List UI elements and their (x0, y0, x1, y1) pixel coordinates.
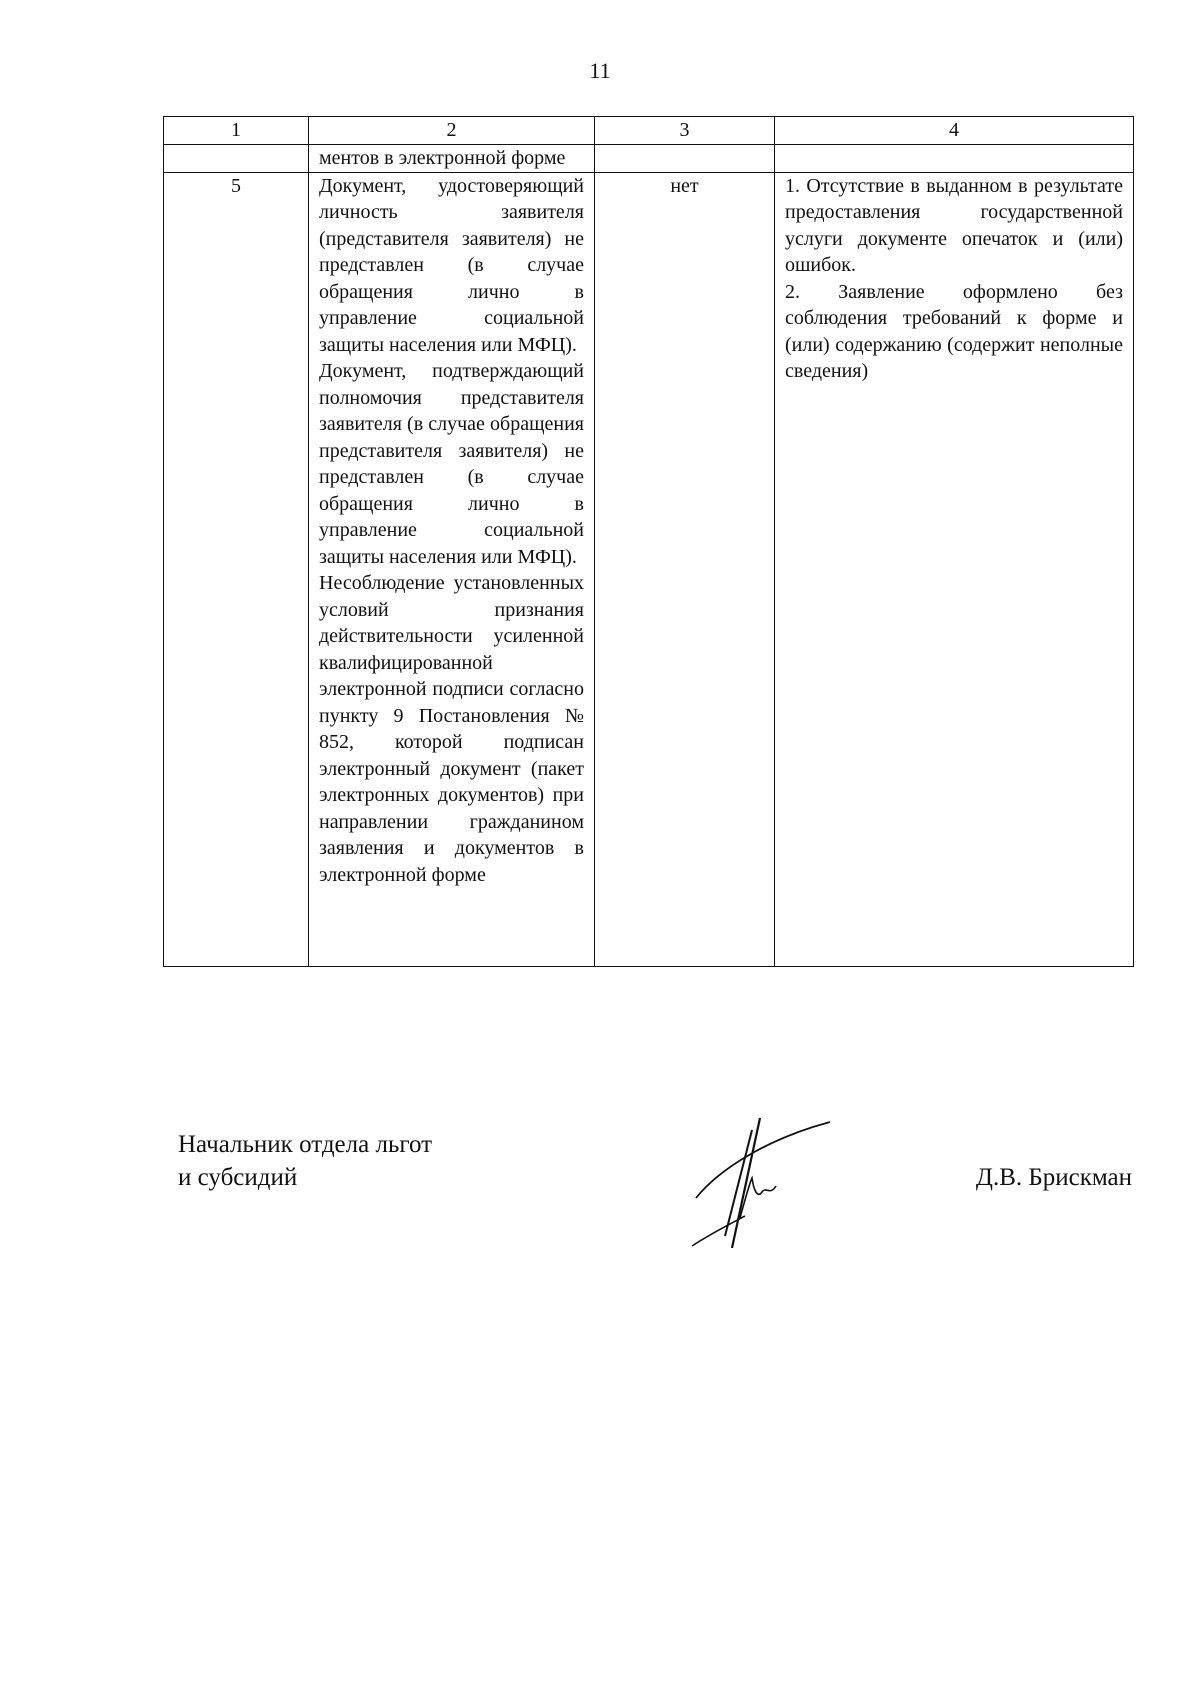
reason-item: 2. Заявление оформлено без соблюдения требований к форме и (или) содержанию (содержит неполные сведения) (785, 280, 1123, 382)
row-number (164, 145, 309, 173)
document-paragraph: Документ, удостоверяющий личность заявителя (представителя заявителя) не представлен (в случае обращения лично в управление социальной защиты населения или МФЦ). (319, 174, 584, 356)
document-cell (309, 172, 595, 966)
column-header: 2 (309, 117, 595, 145)
signer-position (178, 1128, 432, 1194)
reasons-cell (775, 145, 1134, 173)
page-number: 11 (589, 58, 611, 83)
signer-position-line: Начальник отдела льгот (178, 1131, 433, 1158)
requirements-table (163, 116, 1134, 967)
handwritten-signature (690, 1108, 840, 1248)
signer-position-line: и субсидий (178, 1164, 298, 1191)
row-number: 5 (164, 172, 309, 966)
document-cell (309, 145, 595, 173)
reasons-cell (775, 172, 1134, 966)
column-header: 4 (775, 117, 1134, 145)
table-row (164, 145, 1134, 173)
document-paragraph: Несоблюдение установленных условий признания действительности усиленной квалифицированной электронной подписи согласно пункту 9 Постановления № 852, которой подписан электронный документ (пакет электронных документов) при направлении гражданином заявления и документов в электронной форме (319, 572, 584, 886)
signer-name: Д.В. Брискман (975, 1164, 1132, 1191)
table-row (164, 172, 1134, 966)
answer-cell: нет (595, 172, 775, 966)
document-paragraph: Документ, подтверждающий полномочия представителя заявителя (в случае обращения представителя заявителя) не представлен (в случае обращения лично в управление социальной защиты населения или МФЦ). (319, 360, 584, 568)
column-header: 3 (595, 117, 775, 145)
column-header: 1 (164, 117, 309, 145)
reason-item: 1. Отсутствие в выданном в результате предоставления государственной услуги документе опечаток и (или) ошибок. (785, 174, 1123, 276)
answer-cell (595, 145, 775, 173)
table-header-row (164, 117, 1134, 145)
document-paragraph: ментов в электронной форме (319, 147, 566, 169)
